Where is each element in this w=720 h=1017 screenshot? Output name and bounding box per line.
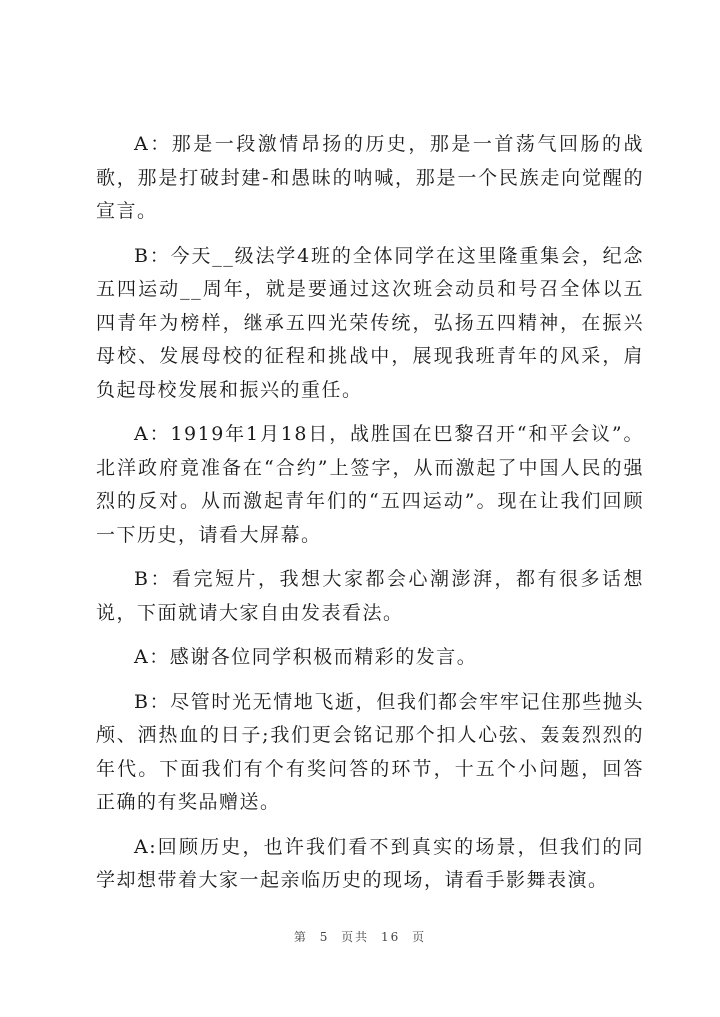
paragraph-1: A：那是一段激情昂扬的历史，那是一首荡气回肠的战歌，那是打破封建-和愚昧的呐喊，那是一个民族走向觉醒的宣言。 [96, 133, 644, 222]
footer-suffix: 页 [412, 930, 427, 944]
footer-middle: 页共 [341, 930, 370, 944]
paragraph-7: A:回顾历史，也许我们看不到真实的场景，但我们的同学却想带着大家一起亲临历史的现场，请看手影舞表演。 [96, 835, 644, 891]
paragraph-5: A：感谢各位同学积极而精彩的发言。 [134, 646, 478, 668]
paragraph-2: B：今天__级法学4班的全体同学在这里隆重集会，纪念五四运动__周年，就是要通过这次班会动员和号召全体以五四青年为榜样，继承五四光荣传统，弘扬五四精神，在振兴母校、发展母校的征程和挑战中，展现我班青年的风采，肩负起母校发展和振兴的重任。 [96, 244, 644, 401]
footer-current-page: 5 [319, 930, 330, 944]
document-body [96, 128, 644, 909]
paragraph-4: B：看完短片，我想大家都会心潮澎湃，都有很多话想说，下面就请大家自由发表看法。 [96, 568, 644, 624]
paragraph-6: B：尽管时光无情地飞逝，但我们都会牢牢记住那些抛头颅、洒热血的日子;我们更会铭记那个扣人心弦、轰轰烈烈的年代。下面我们有个有奖问答的环节，十五个小问题，回答正确的有奖品赠送。 [96, 690, 644, 813]
footer-prefix: 第 [293, 930, 308, 944]
page-footer [0, 928, 720, 945]
footer-total-pages: 16 [381, 930, 401, 944]
paragraph-3: A：1919年1月18日，战胜国在巴黎召开“和平会议”。北洋政府竟准备在“合约”上签字，从而激起了中国人民的强烈的反对。从而激起青年们的“五四运动”。现在让我们回顾一下历史，请看大屏幕。 [96, 423, 644, 546]
